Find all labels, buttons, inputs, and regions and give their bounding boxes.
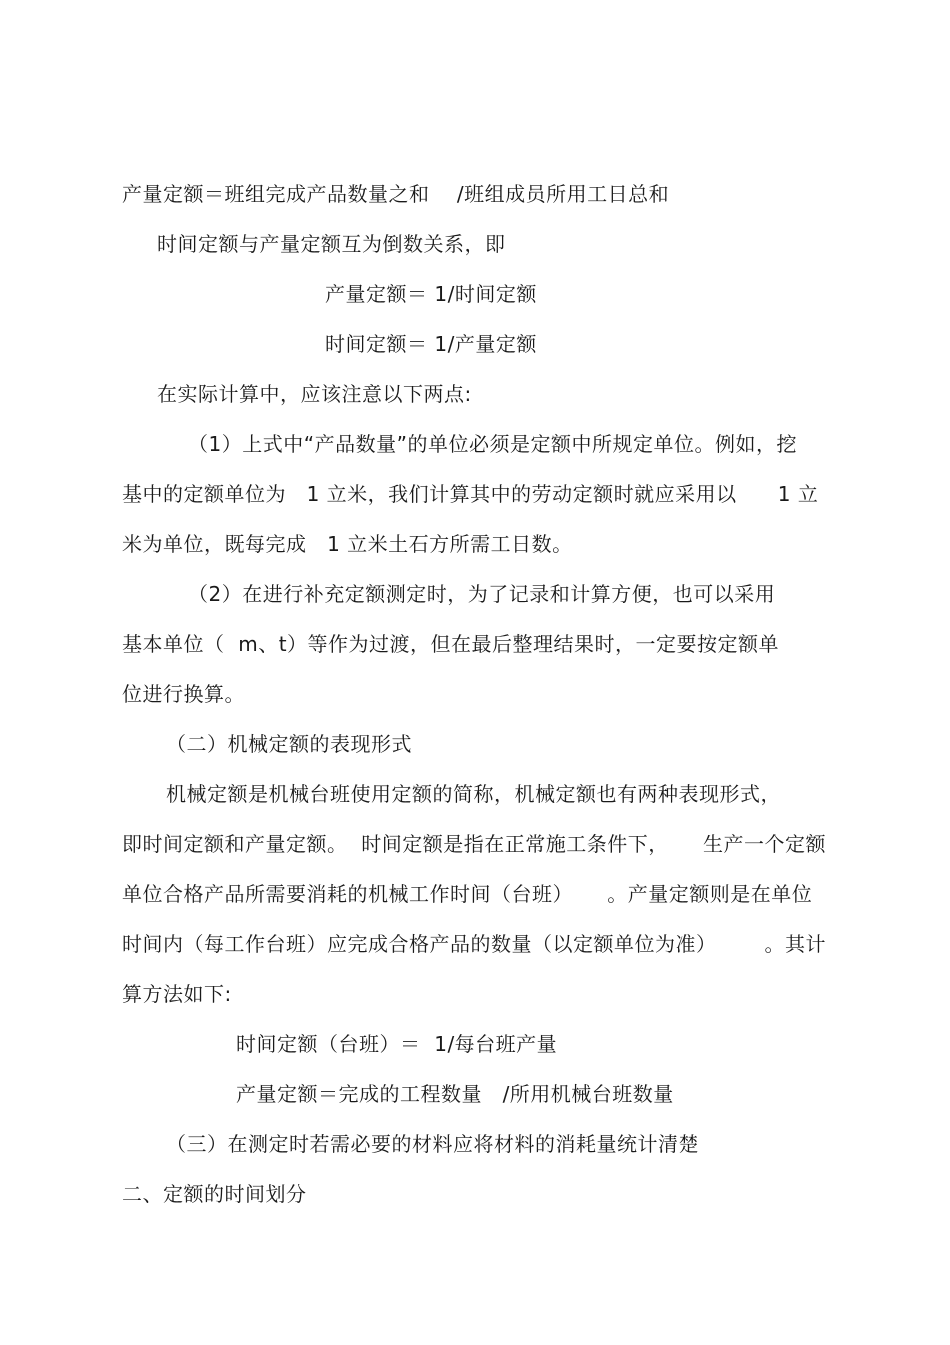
- note-1-line-2: 基中的定额单位为 1 立米，我们计算其中的劳动定额时就应采用以 1 立: [122, 482, 819, 506]
- formula-output-quota-definition: 产量定额＝班组完成产品数量之和 /班组成员所用工日总和: [122, 182, 670, 206]
- note-2-line-1: （2）在进行补充定额测定时，为了记录和计算方便，也可以采用: [188, 582, 776, 606]
- notes-intro: 在实际计算中，应该注意以下两点:: [157, 382, 472, 406]
- formula-machine-time-quota: 时间定额（台班）＝ 1/每台班产量: [236, 1032, 558, 1056]
- note-2-line-2: 基本单位（ m、t）等作为过渡，但在最后整理结果时，一定要按定额单: [122, 632, 780, 656]
- section-heading-time-division: 二、定额的时间划分: [122, 1182, 307, 1206]
- section-heading-machine-quota: （二）机械定额的表现形式: [166, 732, 412, 756]
- machine-quota-line-1: 机械定额是机械台班使用定额的简称，机械定额也有两种表现形式，: [166, 782, 781, 806]
- machine-quota-line-4: 时间内（每工作台班）应完成合格产品的数量（以定额单位为准） 。其计: [122, 932, 827, 956]
- machine-quota-line-3: 单位合格产品所需要消耗的机械工作时间（台班） 。产量定额则是在单位: [122, 882, 813, 906]
- machine-quota-line-5: 算方法如下:: [122, 982, 232, 1006]
- machine-quota-line-2: 即时间定额和产量定额。 时间定额是指在正常施工条件下， 生产一个定额: [122, 832, 827, 856]
- section-heading-material: （三）在测定时若需必要的材料应将材料的消耗量统计清楚: [166, 1132, 699, 1156]
- note-2-line-3: 位进行换算。: [122, 682, 245, 706]
- formula-machine-output-quota: 产量定额＝完成的工程数量 /所用机械台班数量: [236, 1082, 674, 1106]
- formula-output-quota: 产量定额＝ 1/时间定额: [325, 282, 537, 306]
- formula-time-quota: 时间定额＝ 1/产量定额: [325, 332, 537, 356]
- reciprocal-relation-text: 时间定额与产量定额互为倒数关系，即: [157, 232, 506, 256]
- note-1-line-1: （1）上式中“产品数量”的单位必须是定额中所规定单位。例如，挖: [188, 432, 797, 456]
- note-1-line-3: 米为单位，既每完成 1 立米土石方所需工日数。: [122, 532, 573, 556]
